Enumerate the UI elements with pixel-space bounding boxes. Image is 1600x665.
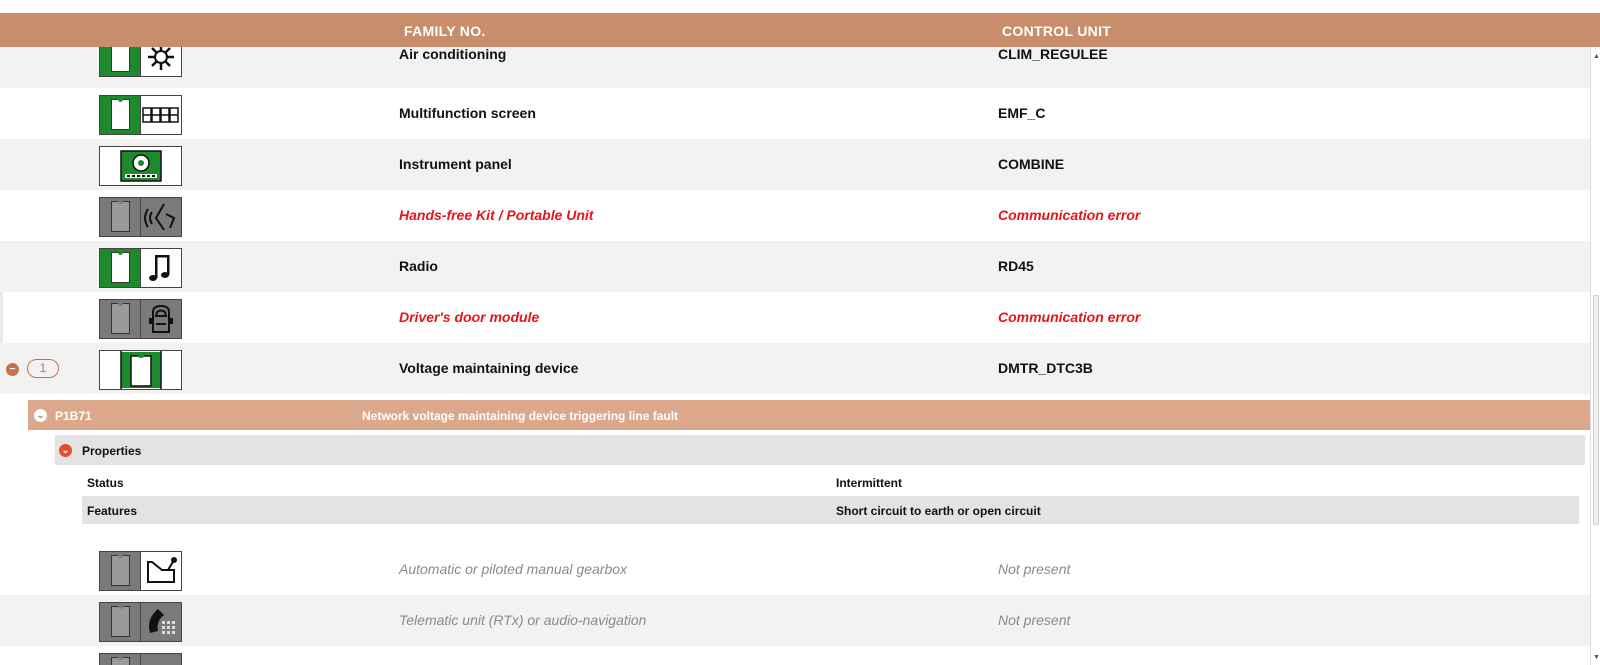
ecu-unit: Not present bbox=[998, 612, 1071, 628]
screen-segments-icon bbox=[99, 95, 182, 135]
ecu-unit: EMF_C bbox=[998, 105, 1046, 121]
ecu-label: Automatic or piloted manual gearbox bbox=[399, 561, 628, 577]
ecu-label: Radio bbox=[399, 258, 438, 274]
ecu-unit: COMBINE bbox=[998, 156, 1065, 172]
fault-code: P1B71 bbox=[55, 409, 92, 423]
ecu-unit: RD45 bbox=[998, 258, 1034, 274]
car-door-icon bbox=[99, 299, 182, 339]
ecu-row-partial[interactable] bbox=[0, 646, 1590, 665]
ecu-label: Hands-free Kit / Portable Unit bbox=[399, 207, 594, 223]
header-control-unit[interactable]: CONTROL UNIT bbox=[1002, 23, 1112, 39]
ecu-label: Voltage maintaining device bbox=[399, 360, 579, 376]
ecu-row-gearbox[interactable] bbox=[0, 544, 1590, 595]
ecu-label: Instrument panel bbox=[399, 156, 512, 172]
music-note-icon bbox=[99, 248, 182, 288]
property-row-features bbox=[82, 496, 1579, 524]
scroll-down-icon[interactable]: ▼ bbox=[1593, 654, 1600, 661]
property-value: Short circuit to earth or open circuit bbox=[836, 504, 1041, 518]
dashboard-icon bbox=[99, 146, 182, 186]
ecu-row-instrument-panel[interactable] bbox=[0, 139, 1590, 190]
fault-count-badge[interactable]: 1 bbox=[27, 359, 59, 378]
collapse-properties-icon[interactable]: ⌄ bbox=[59, 444, 72, 457]
property-row-status bbox=[82, 468, 1579, 496]
phone-keypad-icon bbox=[99, 602, 182, 642]
fault-code-row[interactable] bbox=[28, 400, 1590, 430]
ecu-unit: Communication error bbox=[998, 207, 1141, 223]
snowflake-icon bbox=[99, 47, 182, 77]
property-value: Intermittent bbox=[836, 476, 902, 490]
ecu-list bbox=[0, 47, 1590, 665]
properties-header[interactable] bbox=[55, 435, 1585, 465]
ecu-row-multifunction-screen[interactable] bbox=[0, 88, 1590, 139]
ecu-unit: CLIM_REGULEE bbox=[998, 47, 1108, 62]
scroll-up-icon[interactable]: ▲ bbox=[1593, 53, 1600, 60]
ecu-label: Telematic unit (RTx) or audio-navigation bbox=[399, 612, 647, 628]
ecu-row-telematic[interactable] bbox=[0, 595, 1590, 646]
ecu-unit: Not present bbox=[998, 561, 1071, 577]
ecu-row-voltage-device[interactable] bbox=[0, 343, 1590, 394]
collapse-icon[interactable]: − bbox=[6, 363, 19, 376]
handsfree-icon bbox=[99, 197, 182, 237]
ecu-row-radio[interactable] bbox=[0, 241, 1590, 292]
gearbox-icon bbox=[99, 551, 182, 591]
ecu-row-handsfree-kit[interactable] bbox=[0, 190, 1590, 241]
vertical-scrollbar[interactable] bbox=[1590, 47, 1600, 665]
scrollbar-thumb[interactable] bbox=[1593, 295, 1599, 525]
fault-properties bbox=[55, 435, 1585, 544]
ecu-row-drivers-door[interactable] bbox=[0, 292, 1590, 343]
properties-title: Properties bbox=[82, 444, 142, 458]
ecu-unit: DMTR_DTC3B bbox=[998, 360, 1093, 376]
ecu-unit: Communication error bbox=[998, 309, 1141, 325]
fault-description: Network voltage maintaining device triggering line fault bbox=[362, 409, 679, 423]
partial-ecu-icon bbox=[99, 653, 182, 665]
table-header bbox=[0, 13, 1600, 47]
ecu-label: Air conditioning bbox=[399, 47, 507, 62]
voltage-device-icon bbox=[99, 350, 182, 390]
collapse-fault-icon[interactable]: ⌄ bbox=[34, 409, 47, 422]
property-key: Features bbox=[87, 504, 138, 518]
ecu-label: Multifunction screen bbox=[399, 105, 536, 121]
property-key: Status bbox=[87, 476, 124, 490]
header-family-no[interactable]: FAMILY NO. bbox=[404, 23, 486, 39]
ecu-label: Driver's door module bbox=[399, 309, 540, 325]
ecu-row-air-conditioning[interactable] bbox=[0, 47, 1590, 88]
